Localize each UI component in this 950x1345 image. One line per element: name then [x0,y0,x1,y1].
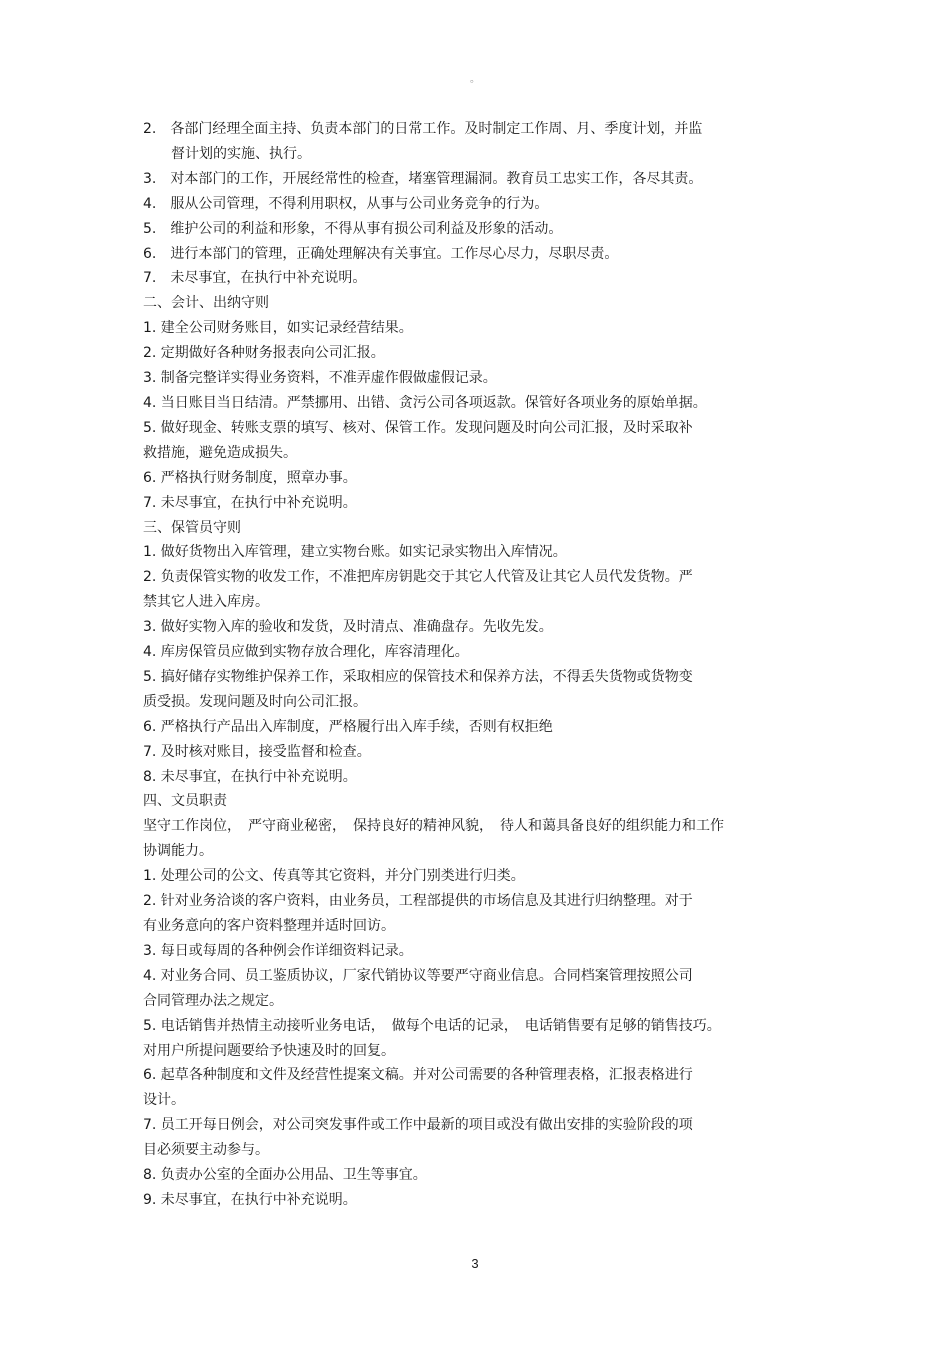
list-item: 1. 做好货物出入库管理，建立实物台账。如实记录实物出入库情况。 [143,544,567,561]
list-item: 8. 负责办公室的全面办公用品、卫生等事宜。 [143,1167,427,1184]
list-item: 2. 负责保管实物的收发工作，不准把库房钥匙交于其它人代管及让其它人员代发货物。严 [143,569,693,586]
list-item: 2. 定期做好各种财务报表向公司汇报。 [143,345,385,362]
list-item: 9. 未尽事宜，在执行中补充说明。 [143,1191,357,1208]
list-item-continuation: 合同管理办法之规定。 [143,992,283,1009]
list-item: 1. 建全公司财务账目，如实记录经营结果。 [143,320,413,337]
list-item: 6. 严格执行财务制度，照章办事。 [143,469,357,486]
list-item-continuation: 设计。 [143,1092,185,1109]
list-item-continuation: 救措施，避免造成损失。 [143,444,297,461]
header-mark: 。 [470,74,480,85]
list-item: 7. 未尽事宜，在执行中补充说明。 [143,270,367,287]
paragraph: 坚守工作岗位， 严守商业秘密， 保持良好的精神风貌， 待人和蔼具备良好的组织能力和工作 [143,818,724,835]
list-item: 4. 当日账目当日结清。严禁挪用、出错、贪污公司各项返款。保管好各项业务的原始单据。 [143,394,707,411]
list-item: 6. 起草各种制度和文件及经营性提案文稿。并对公司需要的各种管理表格，汇报表格进行 [143,1067,693,1084]
list-item: 4. 对业务合同、员工鉴质协议，厂家代销协议等要严守商业信息。合同档案管理按照公司 [143,967,693,984]
list-item-continuation: 质受损。发现问题及时向公司汇报。 [143,693,367,710]
list-item: 3. 每日或每周的各种例会作详细资料记录。 [143,942,413,959]
list-item: 4. 服从公司管理，不得利用职权，从事与公司业务竞争的行为。 [143,195,549,212]
list-item: 2. 各部门经理全面主持、负责本部门的日常工作。及时制定工作周、月、季度计划，并监 [143,121,703,137]
page-number: 3 [471,1256,479,1271]
list-item-continuation: 禁其它人进入库房。 [143,594,269,611]
paragraph-continuation: 协调能力。 [143,843,213,860]
list-item-continuation: 有业务意向的客户资料整理并适时回访。 [143,918,395,934]
list-item: 8. 未尽事宜，在执行中补充说明。 [143,768,357,785]
list-item: 7. 员工开每日例会，对公司突发事件或工作中最新的项目或没有做出安排的实验阶段的项 [143,1117,693,1134]
list-item: 6. 进行本部门的管理，正确处理解决有关事宜。工作尽心尽力，尽职尽责。 [143,245,619,262]
list-item: 7. 及时核对账目，接受监督和检查。 [143,743,371,760]
list-item: 5. 搞好储存实物维护保养工作，采取相应的保管技术和保养方法，不得丢失货物或货物变 [143,668,693,685]
section-heading: 三、保管员守则 [143,519,241,536]
list-item: 6. 严格执行产品出入库制度，严格履行出入库手续，否则有权拒绝 [143,718,553,735]
list-item: 5. 做好现金、转账支票的填写、核对、保管工作。发现问题及时向公司汇报，及时采取补 [143,419,693,436]
list-item-continuation: 督计划的实施、执行。 [171,145,311,162]
list-item: 1. 处理公司的公文、传真等其它资料，并分门别类进行归类。 [143,868,525,885]
list-item: 3. 制备完整详实得业务资料，不准弄虚作假做虚假记录。 [143,370,497,387]
list-item: 5. 电话销售并热情主动接听业务电话， 做每个电话的记录， 电话销售要有足够的销售技巧。 [143,1017,721,1034]
document-body [143,117,823,1213]
section-heading: 二、会计、出纳守则 [143,295,269,312]
list-item: 4. 库房保管员应做到实物存放合理化，库容清理化。 [143,644,469,661]
list-item-continuation: 对用户所提问题要给予快速及时的回复。 [143,1042,395,1059]
list-item: 5. 维护公司的利益和形象，不得从事有损公司利益及形象的活动。 [143,220,563,237]
list-item: 2. 针对业务洽谈的客户资料，由业务员，工程部提供的市场信息及其进行归纳整理。对于 [143,893,693,910]
list-item: 7. 未尽事宜，在执行中补充说明。 [143,494,357,511]
list-item: 3. 对本部门的工作，开展经常性的检查，堵塞管理漏洞。教育员工忠实工作，各尽其责。 [143,170,703,187]
section-heading: 四、文员职责 [143,793,227,810]
list-item-continuation: 目必须要主动参与。 [143,1142,269,1159]
list-item: 3. 做好实物入库的验收和发货，及时清点、准确盘存。先收先发。 [143,619,553,636]
